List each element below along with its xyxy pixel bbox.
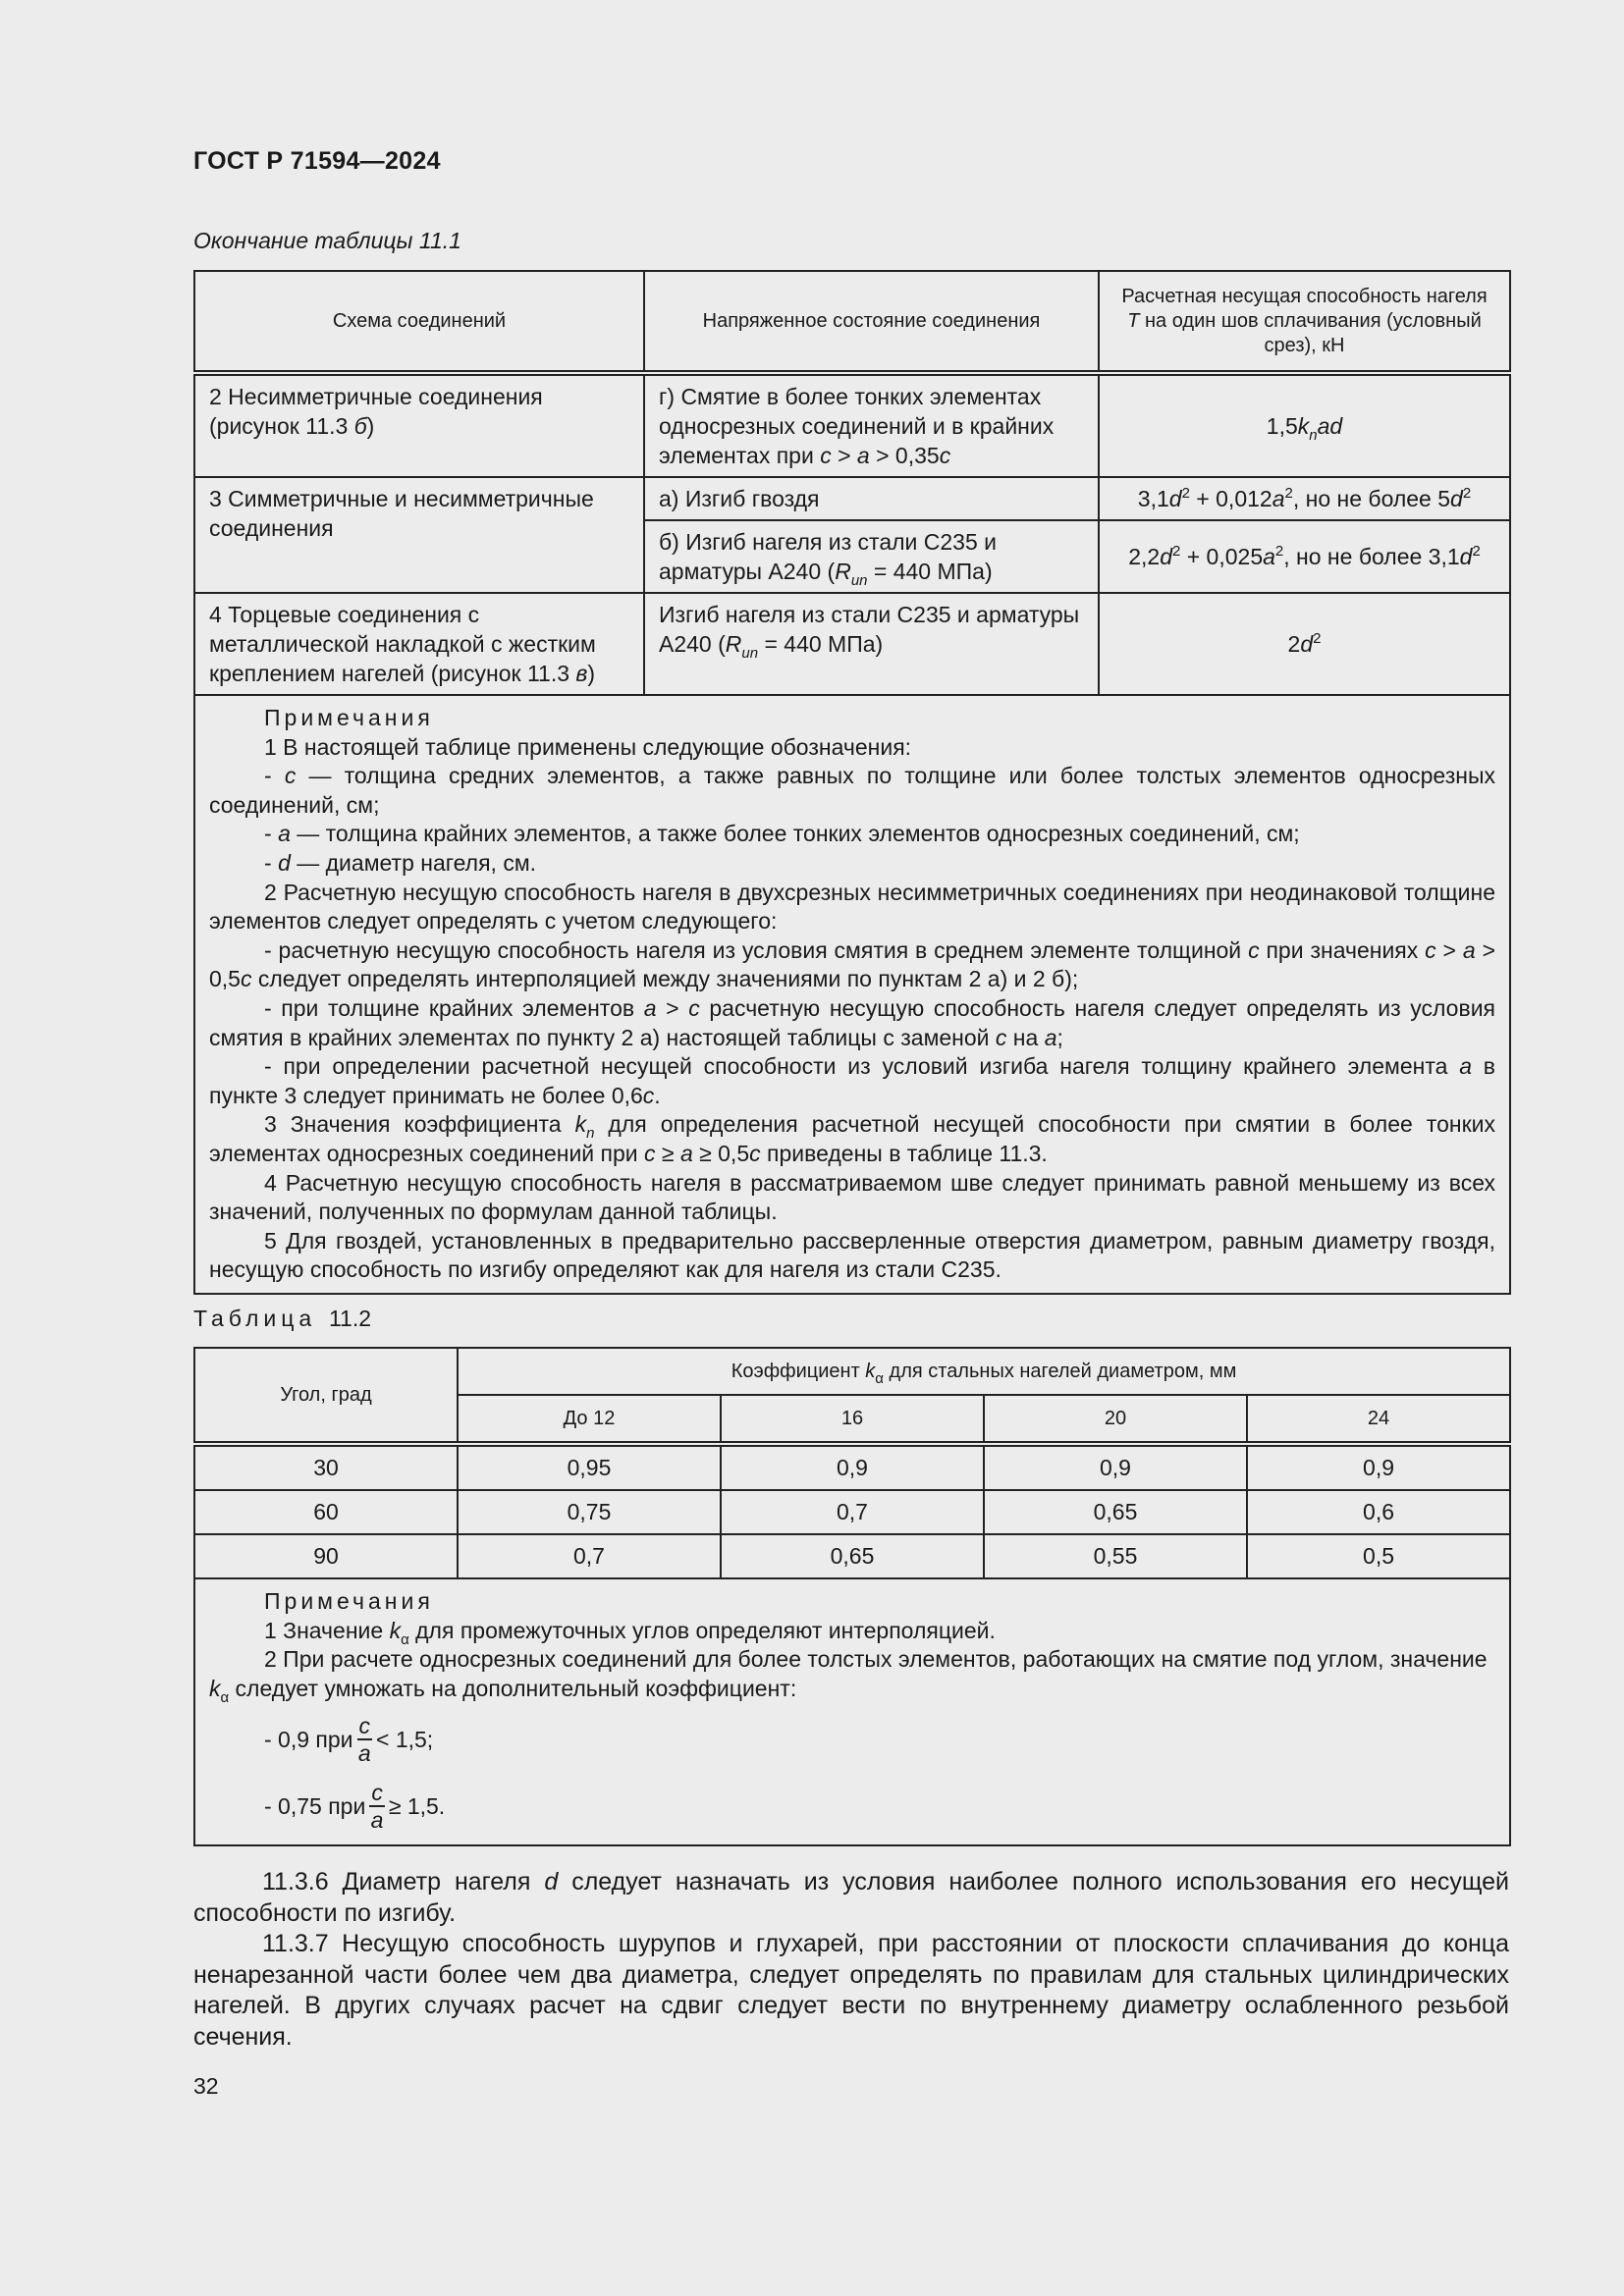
note-item: 5 Для гвоздей, установленных в предварительно рассверленные отверстия диаметром, равным диаметру гвоздя, несущую способность по изгибу определяют как для нагеля из стали С235. [209,1227,1495,1283]
col-header-state: Напряженное состояние соединения [644,271,1099,373]
note-item: - расчетную несущую способность нагеля из условия смятия в среднем элементе толщиной c при значениях c > a > 0,5c следует определять интерполяцией между значениями по пунктам 2 а) и 2 б); [209,936,1496,992]
scheme-cell: 4 Торцевые соединения с металлической накладкой с жестким креплением нагелей (рисунок 11.3 в) [194,593,644,695]
state-cell: б) Изгиб нагеля из стали С235 и арматуры А240 ($R_{un} = 440$ МПа) [644,520,1099,593]
table-row [194,1444,1510,1490]
note-item: 4 Расчетную несущую способность нагеля в рассматриваемом шве следует принимать равной меньшему из всех значений, полученных по формулам данной таблицы. [209,1169,1495,1225]
state-cell: Изгиб нагеля из стали С235 и арматуры А240 ($R_{un} = 440$ МПа) [644,593,1099,695]
value-cell: 0,9 [721,1444,984,1490]
note-item: - d — диаметр нагеля, см. [264,849,537,876]
col-header-diameter: До 12 [458,1395,721,1444]
capacity-cell: $3,1d^2 + 0,012a^2$, но не более $5d^2$ [1099,477,1510,520]
value-cell: 0,5 [1247,1534,1510,1578]
note-item: - a — толщина крайних элементов, а также более тонких элементов односрезных соединений, см; [264,821,1300,847]
capacity-cell: $1,5k_nad$ [1099,373,1510,477]
notes-title: Примечания [264,705,434,730]
col-header-diameter: 16 [721,1395,984,1444]
table-header-row [194,1348,1510,1395]
angle-cell: 90 [194,1534,458,1578]
table-row [194,1490,1510,1534]
table-row [194,1534,1510,1578]
condition-item: - 0,9 при $\frac{c}{a}$ < 1,5; [264,1713,434,1767]
body-text [193,1867,1509,2053]
notes-row [194,695,1510,1294]
caption-number: 11.2 [328,1306,372,1331]
angle-cell: 60 [194,1490,458,1534]
value-cell: 0,9 [984,1444,1247,1490]
condition-item: - 0,75 при $\frac{c}{a}$ ≥ 1,5. [264,1780,446,1834]
table-row [194,593,1510,695]
table-header-row [194,271,1510,373]
value-cell: 0,65 [984,1490,1247,1534]
state-cell: а) Изгиб гвоздя [644,477,1099,520]
value-cell: 0,95 [458,1444,721,1490]
note-item: 2 При расчете односрезных соединений для более толстых элементов, работающих на смятие под углом, значение $k_\alpha$ следует умножать на дополнительный коэффициент: [209,1646,1488,1706]
table-11-2-caption [193,1306,371,1332]
note-item: - при определении расчетной несущей способности из условий изгиба нагеля толщину крайнего элемента a в пункте 3 следует принимать не более 0,6c. [209,1053,1496,1108]
caption-word: Таблица [193,1306,317,1331]
col-header-scheme: Схема соединений [194,271,644,373]
notes-title: Примечания [264,1588,434,1614]
note-item: - c — толщина средних элементов, а также равных по толщине или более толстых элементов односрезных соединений, см; [209,763,1495,818]
table-11-2-notes [194,1578,1510,1845]
state-cell: г) Смятие в более тонких элементах односрезных соединений и в крайних элементах при c > a > 0,35c [644,373,1099,477]
note-item: - при толщине крайних элементов a > c расчетную несущую способность нагеля следует определять из условия смятия в крайних элементах по пункту 2 а) настоящей таблицы с заменой c на a; [209,994,1495,1050]
scheme-cell: 2 Несимметричные соединения (рисунок 11.3 б) [194,373,644,477]
page-number: 32 [193,2073,219,2099]
col-header-diameter: 20 [984,1395,1247,1444]
fraction: $\frac{c}{a}$ [370,1780,384,1834]
col-header-diameter: 24 [1247,1395,1510,1444]
document-code: ГОСТ Р 71594—2024 [193,147,441,175]
paragraph-11-3-6: 11.3.6 Диаметр нагеля d следует назначать из условия наиболее полного использования его несущей способности по изгибу. [193,1868,1509,1927]
value-cell: 0,65 [721,1534,984,1578]
note-item: 2 Расчетную несущую способность нагеля в двухсрезных несимметричных соединениях при неодинаковой толщине элементов следует определять с учетом следующего: [209,879,1495,934]
value-cell: 0,7 [458,1534,721,1578]
notes-row [194,1578,1510,1845]
table-11-1-caption: Окончание таблицы 11.1 [193,228,461,253]
col-header-capacity: Расчетная несущая способность нагеля T на один шов сплачивания (условный срез), кН [1099,271,1510,373]
table-11-2 [193,1347,1511,1846]
angle-cell: 30 [194,1444,458,1490]
paragraph-11-3-7: 11.3.7 Несущую способность шурупов и глухарей, при расстоянии от плоскости сплачивания до конца ненарезанной части более чем два диаметра, следует определять по правилам для стальных цилиндрических нагелей. В других случаях расчет на сдвиг следует вести по внутреннему диаметру ослабленного резьбой сечения. [193,1930,1509,2051]
table-11-1 [193,270,1511,1295]
note-item: 3 Значения коэффициента $k_n$ для определения расчетной несущей способности при смятии в более тонких элементах односрезных соединений при c ≥ a ≥ 0,5c приведены в таблице 11.3. [209,1111,1495,1166]
value-cell: 0,55 [984,1534,1247,1578]
value-cell: 0,75 [458,1490,721,1534]
capacity-cell: $2d^2$ [1099,593,1510,695]
table-11-1-notes [194,695,1510,1294]
value-cell: 0,9 [1247,1444,1510,1490]
table-row [194,477,1510,520]
col-header-angle: Угол, град [194,1348,458,1444]
col-header-coefficient: Коэффициент $k_\alpha$ для стальных нагелей диаметром, мм [458,1348,1510,1395]
value-cell: 0,7 [721,1490,984,1534]
table-row [194,373,1510,477]
fraction: $\frac{c}{a}$ [357,1713,371,1767]
capacity-cell: $2,2d^2 + 0,025a^2$, но не более $3,1d^2$ [1099,520,1510,593]
note-item: 1 Значение $k_\alpha$ для промежуточных углов определяют интерполяцией. [264,1617,996,1648]
scheme-cell: 3 Симметричные и несимметричные соединения [194,477,644,593]
note-item: 1 В настоящей таблице применены следующие обозначения: [264,733,912,760]
value-cell: 0,6 [1247,1490,1510,1534]
